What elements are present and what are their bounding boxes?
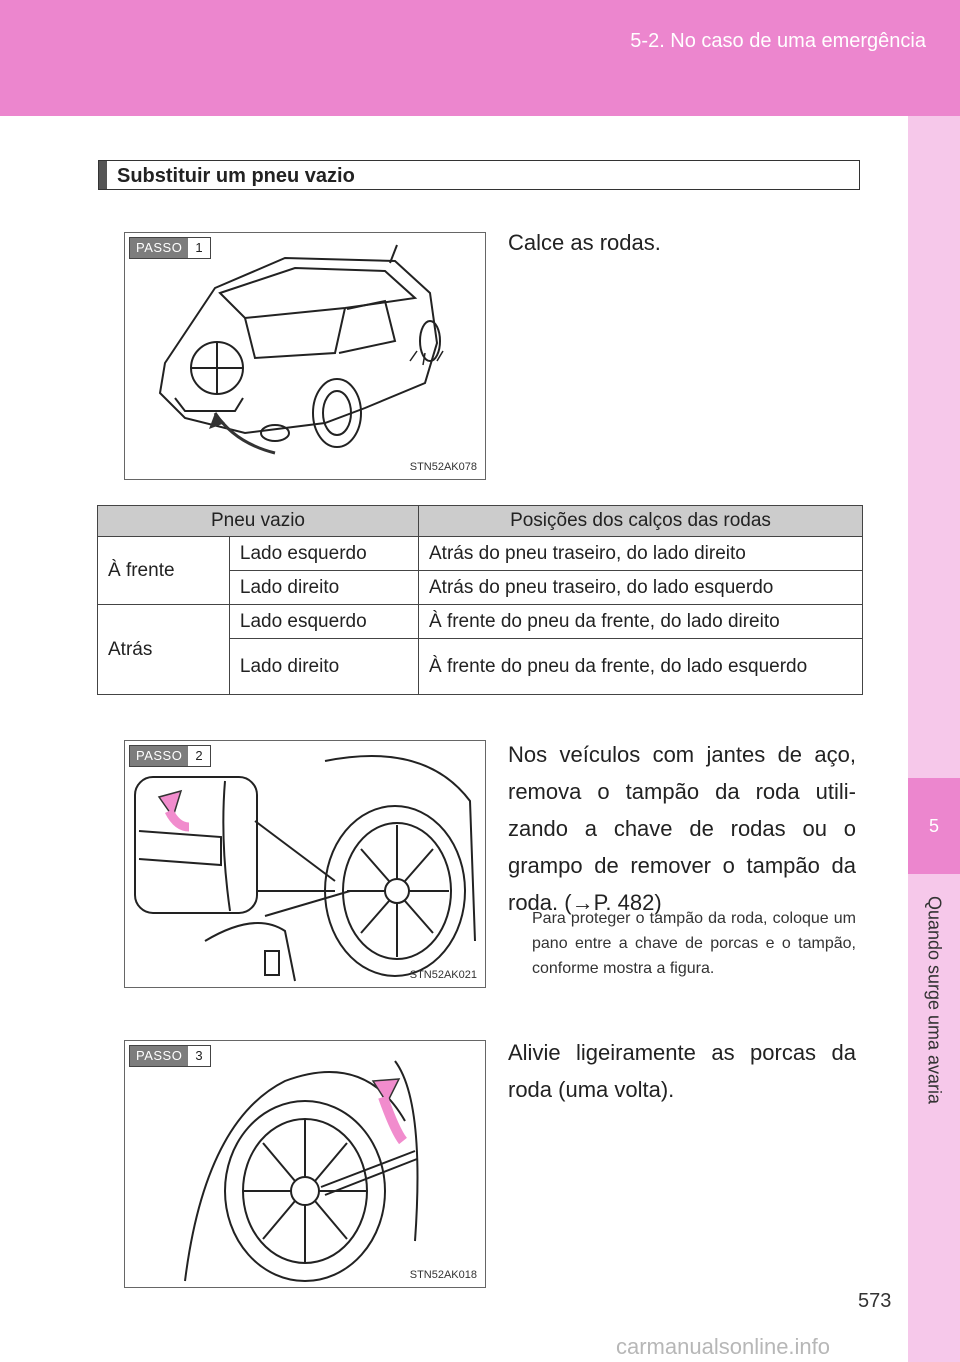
table-header-row: [98, 506, 863, 537]
step-word: PASSO: [130, 1046, 188, 1066]
hubcap-removal-illustration: [125, 741, 485, 987]
step-word: PASSO: [130, 746, 188, 766]
section-title-bar: [99, 161, 107, 189]
chapter-title-label: Quando surge uma avaria: [924, 895, 945, 1105]
header-band: [0, 0, 960, 116]
section-header: 5-2. No caso de uma emergência: [630, 30, 926, 52]
table-header-cell: Posições dos calços das rodas: [419, 506, 863, 537]
chapter-number-tab[interactable]: 5: [908, 778, 960, 874]
figure-code: STN52AK018: [409, 1269, 477, 1281]
step-number: 3: [188, 1046, 209, 1066]
watermark[interactable]: carmanualsonline.info: [616, 1334, 831, 1359]
step-1-badge: [129, 237, 211, 259]
step-3-text: Alivie ligeiramente as porcas da roda (uma volta).: [508, 1040, 856, 1102]
step-number: 1: [188, 238, 209, 258]
group-label: À frente: [98, 537, 230, 605]
step-1-text: Calce as rodas.: [508, 230, 661, 255]
step-number: 2: [188, 746, 209, 766]
section-title: Substituir um pneu vazio: [117, 165, 355, 187]
side-cell: Lado esquerdo: [229, 605, 418, 639]
step-2-note: Para proteger o tampão da roda, coloque um pano entre a chave de porcas e o tampão, conforme mostra a figura.: [532, 910, 856, 977]
figure-code: STN52AK021: [409, 969, 477, 981]
side-cell: Lado direito: [229, 571, 418, 605]
position-cell: À frente do pneu da frente, do lado direito: [419, 605, 863, 639]
step-word: PASSO: [130, 238, 188, 258]
position-cell: À frente do pneu da frente, do lado esquerdo: [419, 639, 863, 695]
figure-step-1: [124, 232, 486, 480]
figure-code: STN52AK078: [409, 461, 477, 473]
step-3-badge: [129, 1045, 211, 1067]
group-label: Atrás: [98, 605, 230, 695]
side-tab: [908, 116, 960, 1362]
lug-nut-loosening-illustration: [125, 1041, 485, 1287]
step-2-badge: [129, 745, 211, 767]
figure-step-2: [124, 740, 486, 988]
table-row: [98, 605, 863, 639]
position-cell: Atrás do pneu traseiro, do lado direito: [419, 537, 863, 571]
wheel-chocks-table: [97, 505, 863, 695]
page-number: 573: [858, 1290, 892, 1312]
step-2-text: Nos veículos com jantes de aço, remova o tampão da roda utili-zando a chave de rodas ou o grampo de remover o tampão da roda. (→P. 482): [508, 742, 856, 915]
table-row: [98, 537, 863, 571]
table-header-cell: Pneu vazio: [98, 506, 419, 537]
side-cell: Lado direito: [229, 639, 418, 695]
figure-step-3: [124, 1040, 486, 1288]
car-illustration: [125, 233, 485, 479]
section-title-box: [98, 160, 860, 190]
side-cell: Lado esquerdo: [229, 537, 418, 571]
position-cell: Atrás do pneu traseiro, do lado esquerdo: [419, 571, 863, 605]
